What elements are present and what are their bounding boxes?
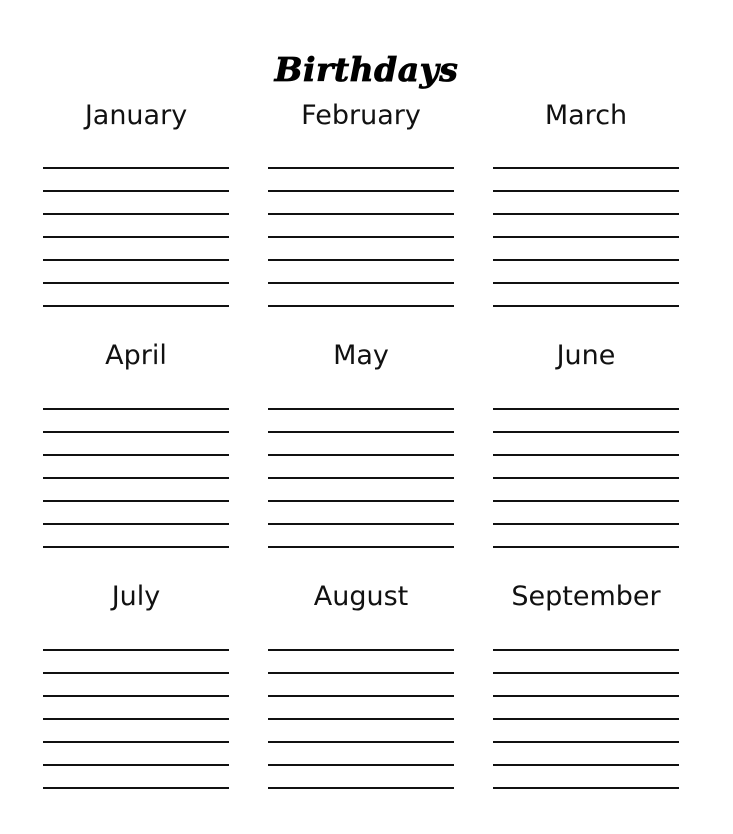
entry-line[interactable] (268, 695, 454, 697)
entry-line[interactable] (268, 408, 454, 410)
entry-line[interactable] (493, 500, 679, 502)
entry-line[interactable] (493, 741, 679, 743)
month-label: August (313, 581, 409, 612)
entry-line[interactable] (268, 190, 454, 192)
entry-line[interactable] (493, 236, 679, 238)
entry-line[interactable] (268, 500, 454, 502)
entry-line[interactable] (268, 649, 454, 651)
entry-line[interactable] (268, 454, 454, 456)
entry-line[interactable] (268, 167, 454, 169)
entry-line[interactable] (43, 236, 229, 238)
entry-line[interactable] (493, 305, 679, 307)
entry-line[interactable] (493, 282, 679, 284)
month-label: March (544, 100, 628, 131)
entry-line[interactable] (493, 477, 679, 479)
entry-line[interactable] (43, 672, 229, 674)
entry-line[interactable] (43, 282, 229, 284)
entry-line[interactable] (43, 477, 229, 479)
entry-line[interactable] (43, 523, 229, 525)
entry-line[interactable] (493, 431, 679, 433)
entry-line[interactable] (493, 523, 679, 525)
month-label: May (333, 340, 389, 371)
entry-line[interactable] (268, 477, 454, 479)
entry-line[interactable] (43, 718, 229, 720)
month-label: June (556, 340, 616, 371)
entry-line[interactable] (268, 523, 454, 525)
entry-line[interactable] (268, 282, 454, 284)
month-label: January (84, 100, 188, 131)
entry-line[interactable] (493, 213, 679, 215)
entry-line[interactable] (43, 190, 229, 192)
entry-line[interactable] (43, 305, 229, 307)
entry-line[interactable] (493, 764, 679, 766)
entry-line[interactable] (43, 500, 229, 502)
entry-line[interactable] (43, 213, 229, 215)
month-label: April (105, 340, 167, 371)
entry-line[interactable] (268, 764, 454, 766)
entry-line[interactable] (493, 167, 679, 169)
entry-line[interactable] (268, 741, 454, 743)
month-label: February (301, 100, 421, 131)
entry-line[interactable] (43, 167, 229, 169)
entry-line[interactable] (268, 718, 454, 720)
entry-line[interactable] (268, 546, 454, 548)
entry-line[interactable] (493, 695, 679, 697)
entry-line[interactable] (43, 649, 229, 651)
entry-line[interactable] (43, 546, 229, 548)
entry-line[interactable] (493, 718, 679, 720)
entry-line[interactable] (43, 741, 229, 743)
entry-line[interactable] (493, 649, 679, 651)
entry-line[interactable] (268, 236, 454, 238)
entry-line[interactable] (268, 213, 454, 215)
month-label: July (111, 581, 161, 612)
month-label: September (511, 581, 661, 612)
entry-line[interactable] (493, 408, 679, 410)
entry-line[interactable] (493, 259, 679, 261)
entry-line[interactable] (43, 695, 229, 697)
entry-line[interactable] (43, 431, 229, 433)
entry-line[interactable] (43, 764, 229, 766)
entry-line[interactable] (493, 672, 679, 674)
entry-line[interactable] (268, 787, 454, 789)
entry-line[interactable] (43, 454, 229, 456)
entry-line[interactable] (43, 259, 229, 261)
entry-line[interactable] (268, 305, 454, 307)
page-title: Birthdays (274, 50, 459, 89)
entry-line[interactable] (43, 408, 229, 410)
entry-line[interactable] (493, 787, 679, 789)
entry-line[interactable] (268, 431, 454, 433)
entry-line[interactable] (43, 787, 229, 789)
entry-line[interactable] (493, 454, 679, 456)
entry-line[interactable] (493, 190, 679, 192)
entry-line[interactable] (268, 672, 454, 674)
entry-line[interactable] (268, 259, 454, 261)
entry-line[interactable] (493, 546, 679, 548)
